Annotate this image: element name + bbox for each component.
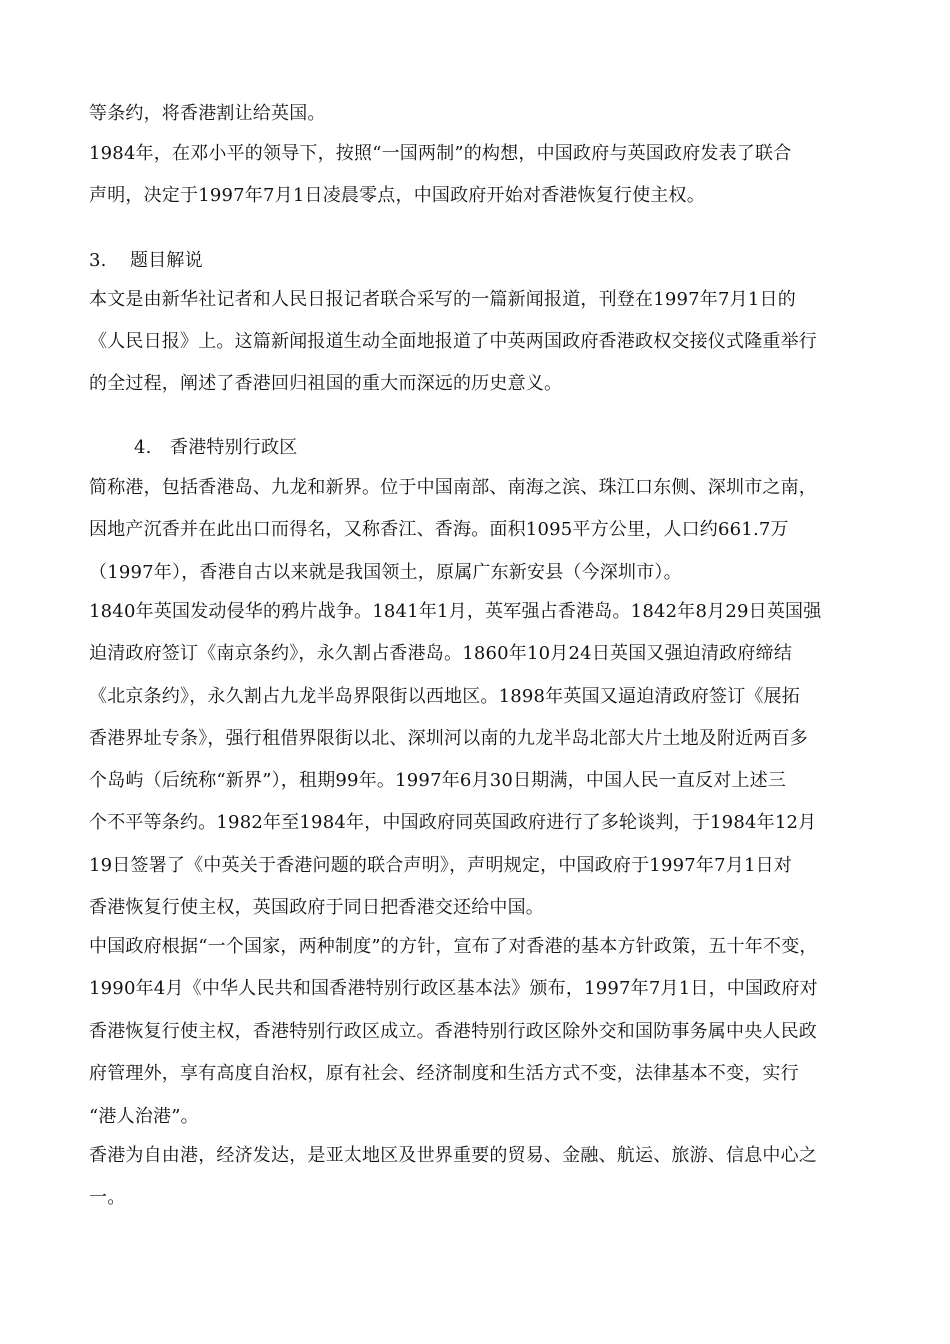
section-4-line: 香港界址专条》，强行租借界限街以北、深圳河以南的九龙半岛北部大片土地及附近两百多: [89, 728, 808, 749]
section-4-line: 19日签署了《中英关于香港问题的联合声明》，声明规定，中国政府于1997年7月1日对: [89, 855, 793, 876]
section-4-line: 《北京条约》，永久割占九龙半岛界限街以西地区。1898年英国又逼迫清政府签订《展拓: [89, 686, 801, 707]
section-4-title: 香港特别行政区: [170, 437, 298, 458]
section-4-line: 一。: [89, 1187, 126, 1208]
section-4-line: “港人治港”。: [89, 1106, 199, 1127]
section-3-title: 题目解说: [130, 250, 203, 271]
section-3-line: 本文是由新华社记者和人民日报记者联合采写的一篇新闻报道，刊登在1997年7月1日的: [89, 289, 796, 310]
section-4-line: 香港为自由港，经济发达，是亚太地区及世界重要的贸易、金融、航运、旅游、信息中心之: [89, 1145, 817, 1166]
intro-line: 声明，决定于1997年7月1日凌晨零点，中国政府开始对香港恢复行使主权。: [89, 185, 705, 206]
section-4-line: 个岛屿（后统称“新界”），租期99年。1997年6月30日期满，中国人民一直反对上述三: [89, 770, 787, 791]
section-3-number: 3.: [89, 250, 107, 271]
section-4-line: 府管理外，享有高度自治权，原有社会、经济制度和生活方式不变，法律基本不变，实行: [89, 1063, 799, 1084]
intro-line: 等条约，将香港割让给英国。: [89, 103, 326, 124]
section-4-line: 中国政府根据“一个国家，两种制度”的方针，宣布了对香港的基本方针政策，五十年不变，: [89, 936, 818, 957]
section-4-number: 4.: [134, 437, 152, 458]
section-4-line: 香港恢复行使主权，英国政府于同日把香港交还给中国。: [89, 897, 544, 918]
section-4-line: 因地产沉香并在此出口而得名，又称香江、香海。面积1095平方公里，人口约661.7万: [89, 519, 789, 540]
section-4-line: 个不平等条约。1982年至1984年，中国政府同英国政府进行了多轮谈判，于1984年12月: [89, 812, 817, 833]
section-4-line: 迫清政府签订《南京条约》，永久割占香港岛。1860年10月24日英国又强迫清政府缔结: [89, 643, 793, 664]
section-4-line: 香港恢复行使主权，香港特别行政区成立。香港特别行政区除外交和国防事务属中央人民政: [89, 1021, 817, 1042]
section-4-line: 1990年4月《中华人民共和国香港特别行政区基本法》颁布，1997年7月1日，中国政府对: [89, 978, 818, 999]
section-4-line: （1997年），香港自古以来就是我国领土，原属广东新安县（今深圳市）。: [89, 562, 682, 583]
section-4-line: 简称港，包括香港岛、九龙和新界。位于中国南部、南海之滨、珠江口东侧、深圳市之南，: [89, 477, 817, 498]
intro-line: 1984年，在邓小平的领导下，按照“一国两制”的构想，中国政府与英国政府发表了联合: [89, 143, 792, 164]
section-4-line: 1840年英国发动侵华的鸦片战争。1841年1月，英军强占香港岛。1842年8月29日英国强: [89, 601, 822, 622]
section-3-line: 《人民日报》上。这篇新闻报道生动全面地报道了中英两国政府香港政权交接仪式隆重举行: [89, 331, 817, 352]
section-3-line: 的全过程，阐述了香港回归祖国的重大而深远的历史意义。: [89, 373, 563, 394]
